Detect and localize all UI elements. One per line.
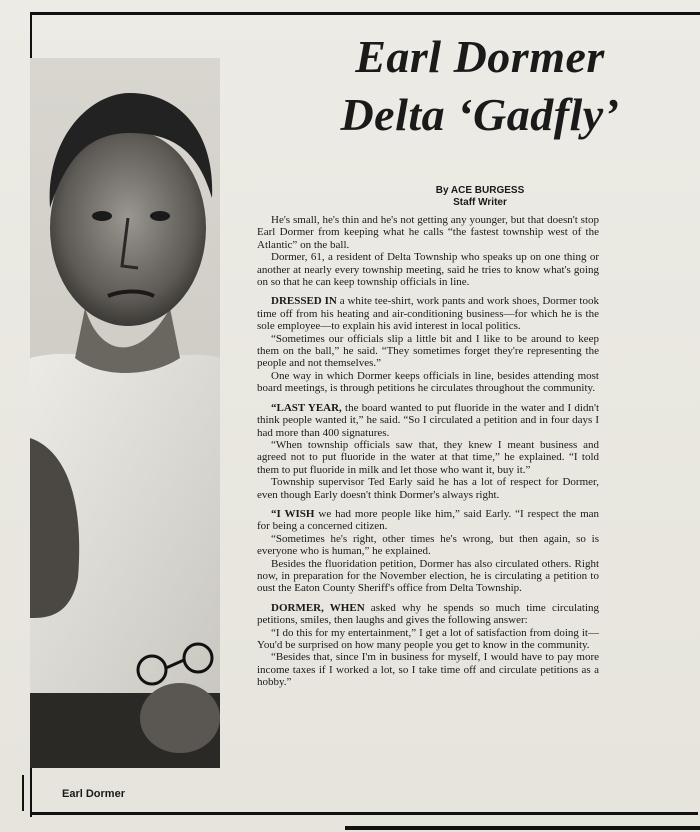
article-paragraph: DRESSED IN a white tee-shirt, work pants and work shoes, Dormer took time off from his heating and air-conditioning business—for which he is the sole employee—to explain his avid interest in local politics. [257,295,599,333]
photo-caption: Earl Dormer [62,788,125,800]
article-paragraph: DORMER, WHEN asked why he spends so much time circulating petitions, smiles, then laughs and gives the following answer: [257,601,599,627]
byline [270,185,690,209]
article-paragraph: One way in which Dormer keeps officials in line, besides attending most board meetings, is through petitions he circulates throughout the community. [257,369,599,395]
article-body [257,214,599,689]
byline-author: By ACE BURGESS [435,185,525,196]
portrait-image [30,58,220,768]
byline-role: Staff Writer [453,197,507,208]
subhead-lead: DORMER, WHEN [271,601,365,614]
frame-bottom-rule [30,812,698,815]
portrait-photo [30,58,220,768]
column-rule [345,826,700,830]
article-paragraph: Besides the fluoridation petition, Dormer has also circulated others. Right now, in preparation for the November election, he is circulating a petition to oust the Eaton County Sheriff's office from Delta Township. [257,557,599,595]
article-paragraph: Township supervisor Ted Early said he has a lot of respect for Dormer, even though Early doesn't think Dormer's always right. [257,476,599,501]
article-paragraph: Dormer, 61, a resident of Delta Township who speaks up on one thing or another at nearly every township meeting, said he tries to know what's going on so that he can keep township officials in line. [257,251,599,289]
article-paragraph: “Sometimes he's right, other times he's wrong, but then again, so is everyone who is human,” he explained. [257,532,599,558]
article-paragraph: He's small, he's thin and he's not getting any younger, but that doesn't stop Earl Dormer from keeping what he calls “the fastest township west of the Atlantic” on the ball. [257,214,599,251]
article-paragraph: “Sometimes our officials slip a little bit and I like to be around to keep them on the ball,” he said. “They sometimes forget they're representing the people and not themselves.” [257,332,599,370]
headline-line-2: Delta ‘Gadfly’ [340,89,620,140]
headline [270,28,690,144]
subhead-lead: “LAST YEAR, [271,401,342,414]
headline-line-1: Earl Dormer [355,31,605,82]
article-paragraph: “I WISH we had more people like him,” said Early. “I respect the man for being a concerned citizen. [257,507,600,533]
article-paragraph: “LAST YEAR, the board wanted to put fluoride in the water and I didn't think people wanted it,” he said. “So I circulated a petition and in four days I had more than 400 signatures. [257,401,599,439]
article-paragraph: “When township officials saw that, they knew I meant business and agreed not to put fluoride in the water at that time,” he explained. “I told them to put fluoride in milk and let those who want it, buy it.” [257,438,599,476]
caption-rule [22,775,24,811]
article-paragraph: “I do this for my entertainment,” I get a lot of satisfaction from doing it—You'd be surprised on how many people you get to know in the community. [257,626,599,651]
subhead-lead: “I WISH [271,507,315,520]
article-paragraph: “Besides that, since I'm in business for myself, I would have to pay more income taxes if I worked a lot, so I take time off and circulate petitions as a hobby.” [257,651,599,689]
subhead-lead: DRESSED IN [271,295,337,308]
